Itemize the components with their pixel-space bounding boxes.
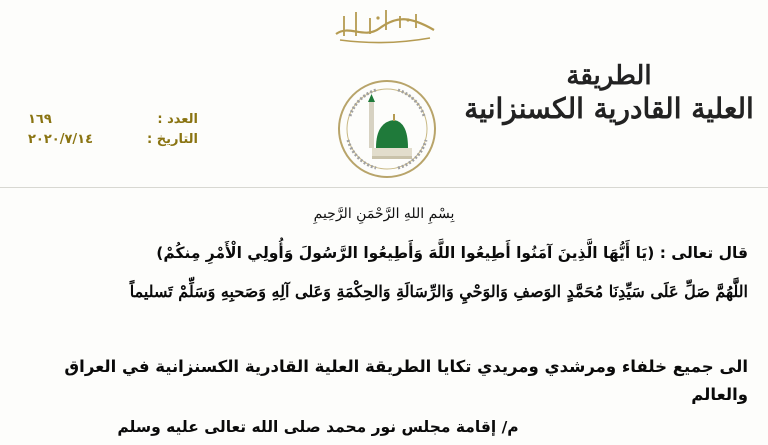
basmala-calligraphy-emblem xyxy=(330,6,440,44)
basmala-text: بِسْمِ اللهِ الرَّحْمَنِ الرَّحِيمِ xyxy=(313,206,455,222)
reference-number-value: ١٦٩ xyxy=(28,112,52,127)
seal-logo xyxy=(336,78,438,180)
organization-name-line-2: العلية القادرية الكسنزانية xyxy=(464,92,754,125)
reference-block xyxy=(28,110,198,150)
date-label: التاريخ : xyxy=(147,132,198,147)
subject-line: م/ إقامة مجلس نور محمد صلى الله تعالى عليه وسلم xyxy=(117,418,519,436)
salawat-paragraph: اللَّهُمَّ صَلِّ عَلَى سَيِّدِنَا مُحَمَّدٍ الوَصفِ وَالوَحْيِ وَالرِّسَالَةِ وَالحِكْمَةِ وَعَلى آلِهِ وَصَحبِهِ وَسَلِّمْ تَسليماً xyxy=(129,282,748,301)
quran-verse: قال تعالى : (يَا أَيُّهَا الَّذِينَ آمَنُوا أَطِيعُوا اللَّهَ وَأَطِيعُوا الرَّسُولَ وَأُولِي الْأَمْرِ مِنكُمْ) xyxy=(156,244,748,262)
organization-name xyxy=(464,60,754,126)
date-value: ٢٠٢٠/٧/١٤ xyxy=(28,132,94,147)
organization-name-line-1: الطريقة xyxy=(566,61,652,91)
header-divider xyxy=(0,187,768,188)
reference-number-label: العدد : xyxy=(157,112,198,127)
recipients-paragraph: الى جميع خلفاء ومرشدي ومريدي تكايا الطريقة العلية القادرية الكسنزانية في العراق والعالم xyxy=(64,357,748,404)
date-row xyxy=(28,130,198,150)
reference-number-row xyxy=(28,110,198,130)
